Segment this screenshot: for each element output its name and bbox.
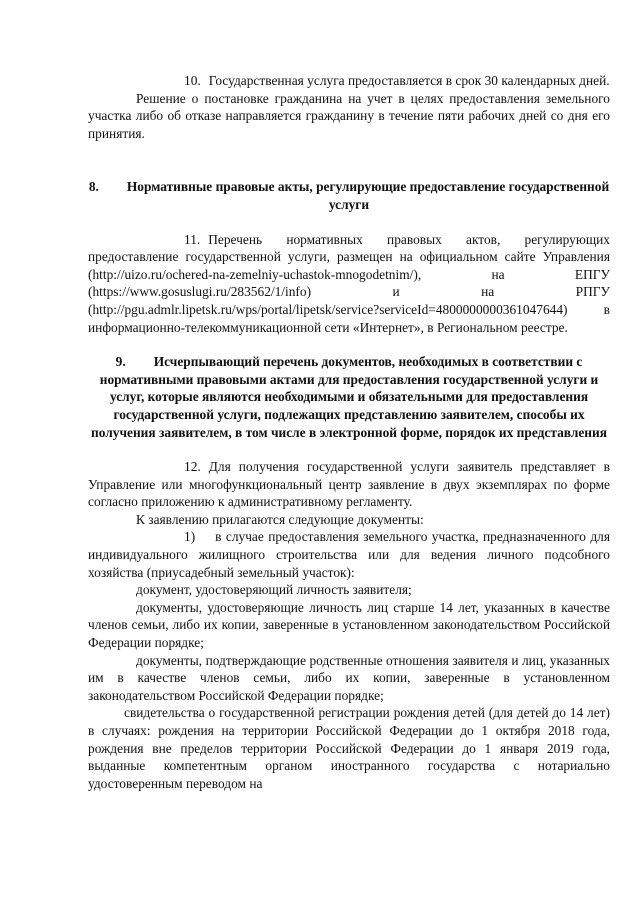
document-body bbox=[88, 72, 610, 792]
paragraph-10 bbox=[88, 72, 610, 90]
list-item-1 bbox=[88, 528, 610, 581]
paragraph-number: 10. bbox=[184, 73, 201, 88]
paragraph-10-decision: Решение о постановке гражданина на учет в целях предоставления земельного участка либо об отказе направляется гражданину в течение пяти рабочих дней со дня его принятия. bbox=[88, 90, 610, 141]
paragraph-11 bbox=[88, 231, 610, 337]
document-item-birth-certificates: свидетельства о государственной регистрации рождения детей (для детей до 14 лет) в случаях: рождения на территории Российской Федерации до 1 октября 2018 года, рождения вне пределов территории Российской Федерации до 1 января 2019 года, выданные компетентным органом иностранного государства с нотариально удостоверенным переводом на bbox=[88, 705, 610, 791]
section-title: Нормативные правовые акты, регулирующие предоставление государственной услуги bbox=[126, 179, 610, 212]
paragraph-number: 11. bbox=[184, 231, 201, 247]
paragraph-12-attachments: К заявлению прилагаются следующие документы: bbox=[136, 511, 424, 527]
document-item-kinship: документы, подтверждающие родственные отношения заявителя и лиц, указанных им в качестве членов семьи, либо их копии, заверенные в установленном законодательством Российской Федерации порядке; bbox=[88, 652, 610, 703]
spacer bbox=[88, 214, 610, 231]
section-number: 8. bbox=[88, 179, 99, 195]
document-item-identity: документ, удостоверяющий личность заявителя; bbox=[136, 582, 412, 598]
paragraph-number: 12. bbox=[184, 459, 201, 475]
paragraph-12 bbox=[88, 458, 610, 511]
paragraph-text: Перечень нормативных правовых актов, регулирующих предоставление государственной услуги, размещен на официальном сайте Управления (http://uizo.ru/ochered-na-zemelniy-uchastok-mnogodetnim/), на ЕПГУ (https://www.gosuslugi.ru/283562/1/info) и на РПГУ (http://pgu.admlr.lipetsk.ru/wps/portal/lipetsk/service?serviceId=4800000000361047644) в информационно-телекоммуникационной сети «Интернет», в Региональном реестре. bbox=[88, 231, 610, 335]
section-number: 9. bbox=[115, 354, 126, 370]
section-title: Исчерпывающий перечень документов, необходимых в соответствии с нормативными правовыми актами для предоставления государственной услуги и услуг, которые являются необходимыми и обязательными для предоставления государственной услуги, подлежащих представлению заявителем, способы их получения заявителем, в том числе в электронной форме, порядок их представления bbox=[91, 354, 607, 440]
list-item-text: в случае предоставления земельного участка, предназначенного для индивидуального жилищного строительства или для ведения личного подсобного хозяйства (приусадебный земельный участок): bbox=[88, 529, 610, 580]
spacer bbox=[88, 441, 610, 458]
section-9-heading bbox=[88, 353, 610, 441]
spacer bbox=[88, 142, 610, 178]
document-item-family: документы, удостоверяющие личность лиц старше 14 лет, указанных в качестве членов семьи, либо их копии, заверенные в установленном законодательством Российской Федерации порядке; bbox=[88, 599, 610, 651]
spacer bbox=[88, 336, 610, 353]
section-8-heading bbox=[88, 178, 610, 213]
paragraph-text: Для получения государственной услуги заявитель представляет в Управление или многофункциональный центр заявление в двух экземплярах по форме согласно приложению к административному регламенту. bbox=[88, 459, 610, 510]
list-item-number: 1) bbox=[184, 529, 196, 545]
paragraph-text: Государственная услуга предоставляется в срок 30 календарных дней. bbox=[208, 73, 610, 88]
